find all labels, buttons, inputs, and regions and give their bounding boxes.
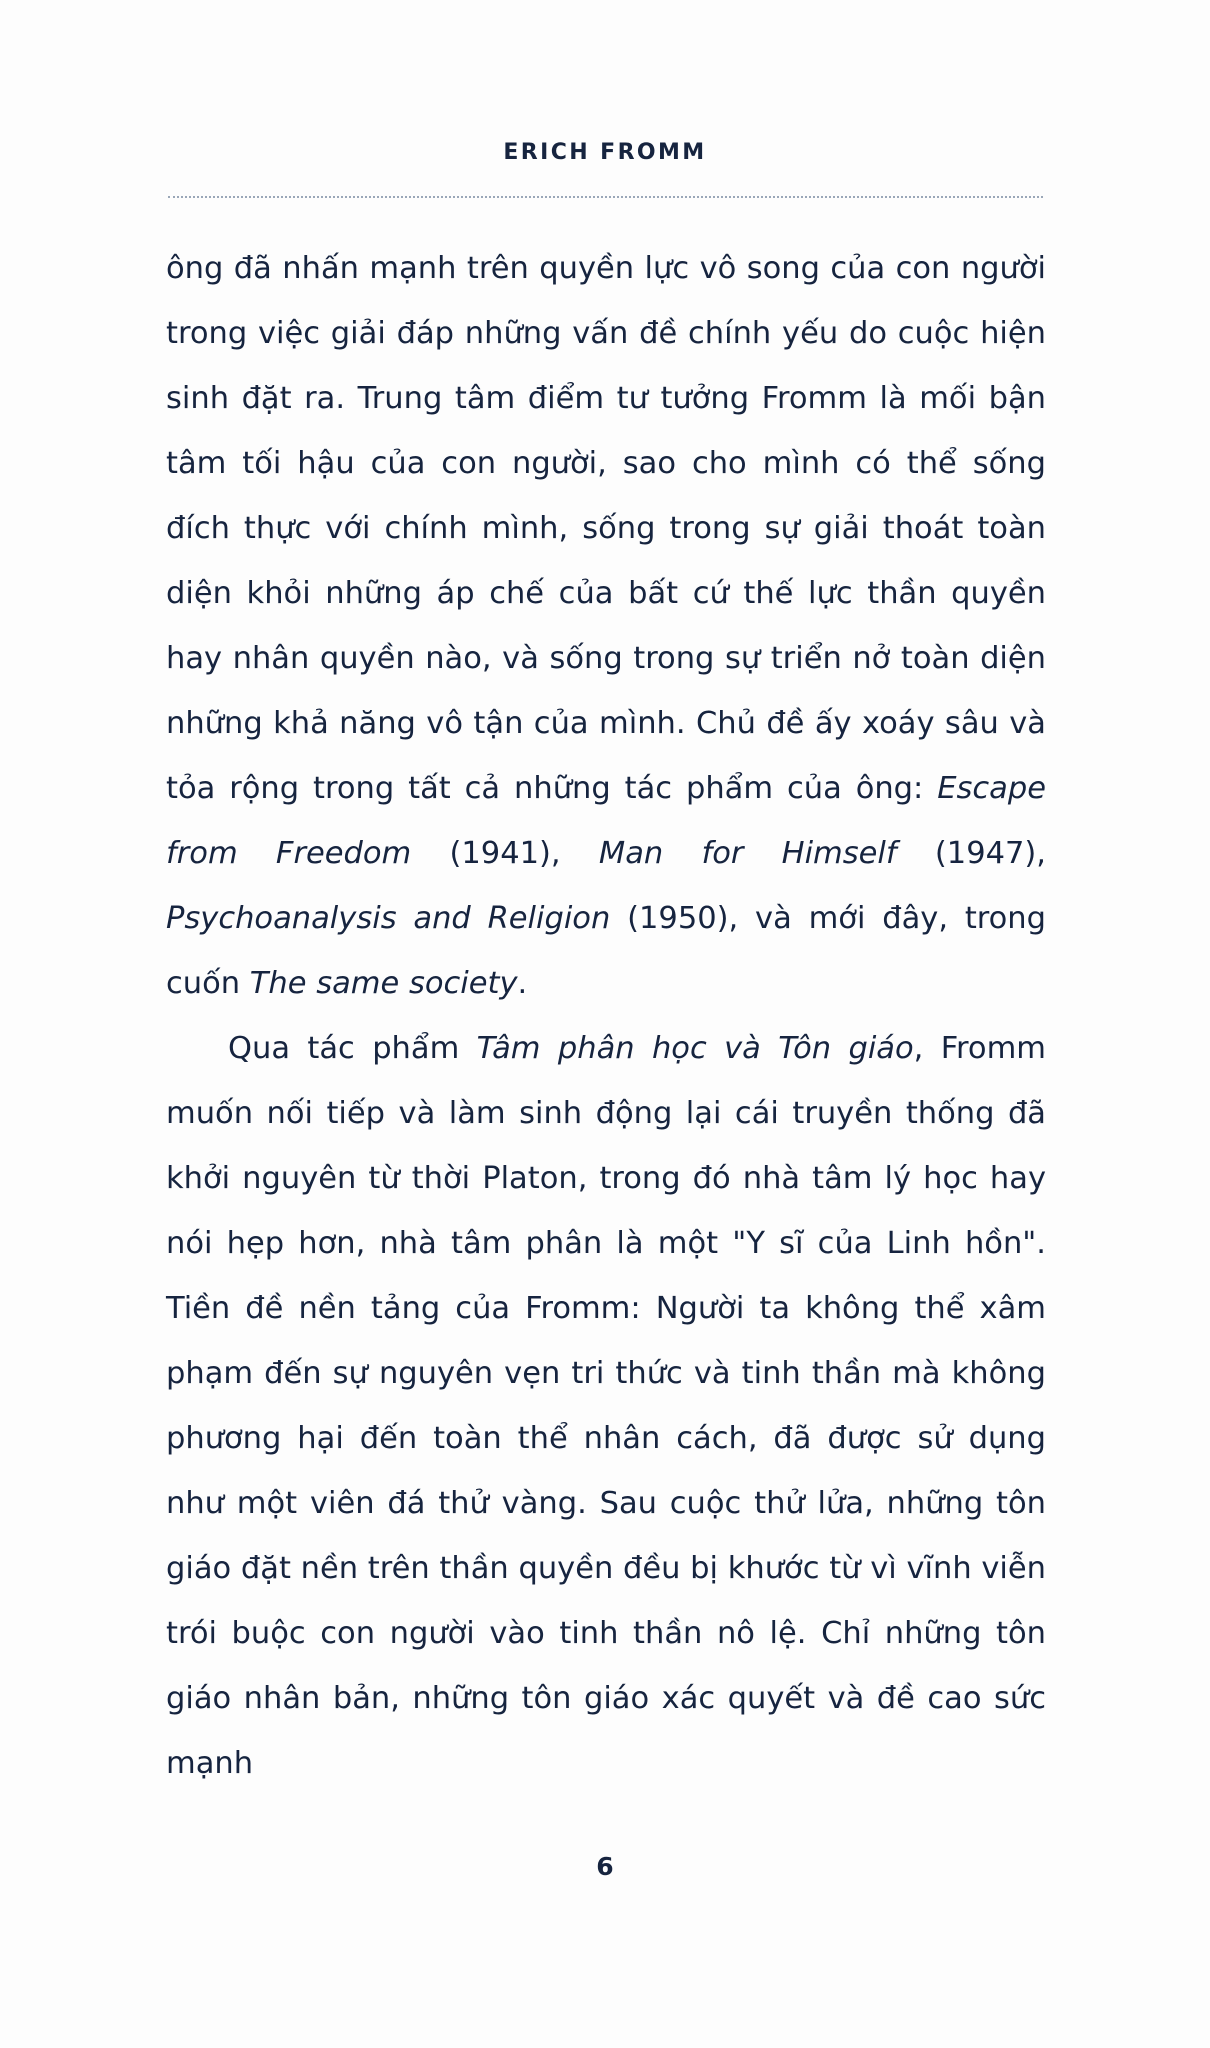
text-run: (1950), và mới đây, trong cuốn [166,901,1046,1001]
header-divider [168,196,1043,198]
page-header [0,140,1210,165]
title-italic: Man for Himself [598,836,897,871]
text-run: Qua tác phẩm [228,1031,477,1066]
title-italic: Tâm phân học và Tôn giáo [476,1031,914,1066]
running-head: ERICH FROMM [503,140,707,165]
paragraph [166,1016,1046,1796]
title-italic: The same society [249,966,518,1001]
title-italic: Escape from Freedom [166,771,1046,871]
text-run: , Fromm muốn nối tiếp và làm sinh động lại cái truyền thống đã khởi nguyên từ thời Platon, trong đó nhà tâm lý học hay nói hẹp hơn, nhà tâm phân là một "Y sĩ của Linh hồn". Tiền đề nền tảng của Fromm: Người ta không thể xâm phạm đến sự nguyên vẹn tri thức và tinh thần mà không phương hại đến toàn thể nhân cách, đã được sử dụng như một viên đá thử vàng. Sau cuộc thử lửa, những tôn giáo đặt nền trên thần quyền đều bị khước từ vì vĩnh viễn trói buộc con người vào tinh thần nô lệ. Chỉ những tôn giáo nhân bản, những tôn giáo xác quyết và đề cao sức mạnh [166,1031,1046,1781]
text-run: . [517,966,528,1001]
title-italic: Psychoanalysis and Religion [166,901,611,936]
text-run: (1941), [411,836,599,871]
page-number: 6 [596,1852,614,1881]
text-run: (1947), [896,836,1047,871]
body-text [166,236,1046,1796]
text-run: ông đã nhấn mạnh trên quyền lực vô song của con người trong việc giải đáp những vấn đề chính yếu do cuộc hiện sinh đặt ra. Trung tâm điểm tư tưởng Fromm là mối bận tâm tối hậu của con người, sao cho mình có thể sống đích thực với chính mình, sống trong sự giải thoát toàn diện khỏi những áp chế của bất cứ thế lực thần quyền hay nhân quyền nào, và sống trong sự triển nở toàn diện những khả năng vô tận của mình. Chủ đề ấy xoáy sâu và tỏa rộng trong tất cả những tác phẩm của ông: [166,251,1046,806]
paragraph [166,236,1046,1016]
